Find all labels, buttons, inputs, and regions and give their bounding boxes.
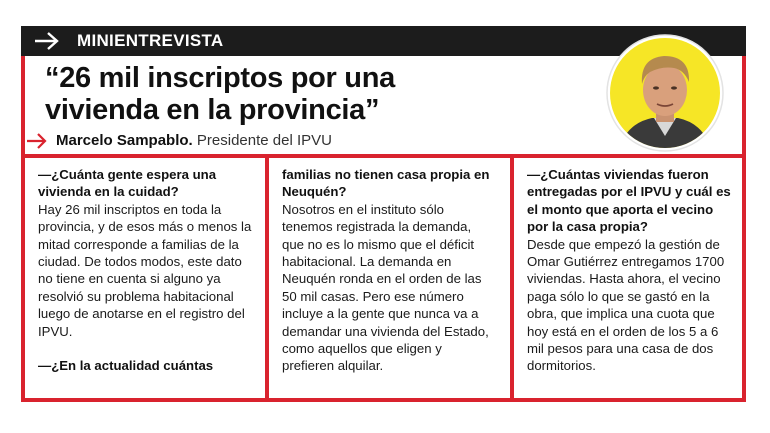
column-divider: [510, 158, 514, 398]
interview-column-1: [38, 166, 252, 374]
interviewee-portrait: [604, 32, 726, 154]
answer: Desde que empezó la gestión de Omar Gutiérrez entregamos 1700 viviendas. Hasta ahora, el vecino paga sólo lo que se gastó en la obra, que implica una cuota que hoy está en el orden de los 5 a 6 mil pesos para una casa de dos dormitorios.: [527, 236, 725, 374]
question: familias no tienen casa propia en Neuquén?: [282, 167, 490, 200]
interviewee-name: Marcelo Sampablo. Presidente del IPVU: [56, 132, 332, 149]
headline-line: vivienda en la provincia”: [45, 94, 380, 126]
answer: Nosotros en el instituto sólo tenemos registrada la demanda, que no es lo mismo que el déficit habitacional. La demanda en Neuquén ronda en el orden de las 50 mil casas. Pero ese número incluye a la gente que nunca va a demandar una vivienda del Estado, como aquellos que eligen y prefieren alquilar.: [282, 201, 489, 374]
headline-line: “26 mil inscriptos por una: [45, 62, 395, 94]
headline: [45, 62, 585, 126]
section-kicker: MINIENTREVISTA: [77, 31, 224, 50]
header-divider: [21, 154, 746, 158]
interview-column-2: [282, 166, 496, 375]
question: —¿En la actualidad cuántas: [38, 358, 214, 374]
answer: Hay 26 mil inscriptos en toda la provincia, y de esos más o menos la mitad corresponde a familias de la ciudad. De todos modos, este dato no tiene en cuenta si alguno ya resolvió su problema habitacional luego de anotarse en el registro del IPVU.: [38, 201, 252, 339]
interviewee-role: Presidente del IPVU: [196, 132, 332, 149]
question: —¿Cuántas viviendas fueron entregadas por el IPVU y cuál es el monto que aporta el vecino por la casa propia?: [527, 167, 731, 235]
column-divider: [265, 158, 269, 398]
arrow-right-icon: [33, 30, 61, 52]
interview-column-3: [527, 166, 735, 375]
arrow-right-icon: [26, 132, 48, 150]
question: —¿Cuánta gente espera una vivienda en la cuidad?: [38, 167, 217, 200]
